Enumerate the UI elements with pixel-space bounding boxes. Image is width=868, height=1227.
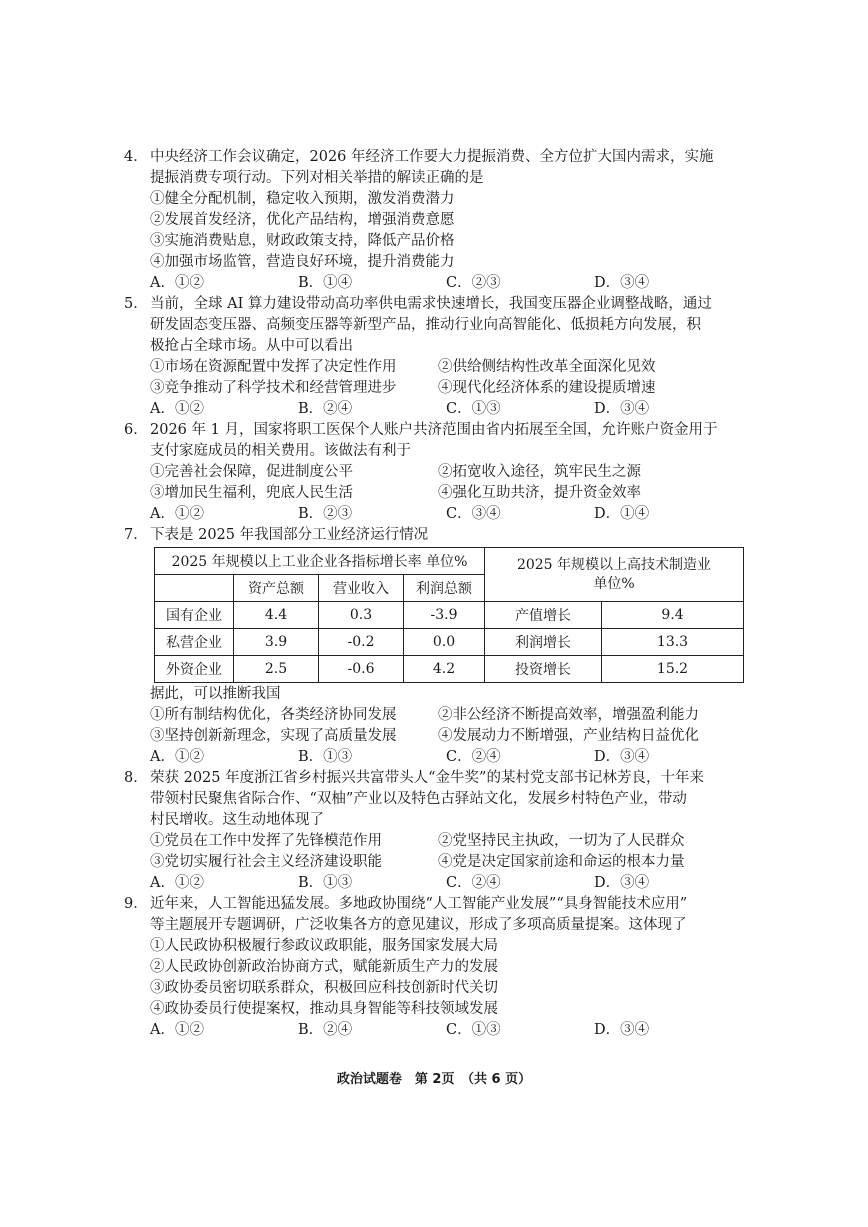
table-cell: 2.5 (234, 656, 319, 683)
row-header: 国有企业 (155, 602, 234, 629)
choice-c: C．②④ (446, 749, 501, 765)
statement-1: ①所有制结构优化，各类经济协同发展 (150, 707, 397, 723)
question-stem: 提振消费专项行动。下列对相关举措的解读正确的是 (150, 170, 484, 186)
question-number: 6． (124, 422, 148, 438)
choice-c: C．①③ (446, 401, 501, 417)
choice-d: D．③④ (594, 875, 650, 891)
answer-choices (124, 504, 744, 525)
question-stem: 近年来，人工智能迅猛发展。多地政协围绕“人工智能产业发展”“具身智能技术应用” (150, 896, 688, 912)
statement-3: ③实施消费贴息，财政政策支持，降低产品价格 (150, 233, 455, 249)
statement-4: ④党是决定国家前途和命运的根本力量 (438, 854, 685, 870)
table-right-title-line: 2025 年规模以上高技术制造业 (516, 556, 712, 573)
statement-row (124, 483, 744, 504)
row-header: 利润增长 (485, 629, 602, 656)
statement-1: ①人民政协积极履行参政议政职能，服务国家发展大局 (150, 938, 498, 954)
statement-4: ④强化互助共济，提升资金效率 (438, 485, 641, 501)
choice-b: B．①③ (298, 749, 353, 765)
table-right-title (485, 548, 744, 602)
question-7 (124, 525, 744, 768)
table-left-title: 2025 年规模以上工业企业各指标增长率 单位% (155, 548, 485, 575)
question-6 (124, 420, 744, 525)
column-header: 资产总额 (234, 575, 319, 602)
choice-a: A．①② (150, 401, 204, 417)
question-number: 9． (124, 896, 148, 912)
choice-c: C．②④ (446, 875, 501, 891)
choice-a: A．①② (150, 875, 204, 891)
choice-b: B．②④ (298, 401, 353, 417)
table-cell: 3.9 (234, 629, 319, 656)
question-number: 7． (124, 527, 148, 543)
page-footer: 政治试题卷 第 2页 （共 6 页） (336, 1072, 532, 1087)
statement-4: ④现代化经济体系的建设提质增速 (438, 380, 656, 396)
statement-row (124, 357, 744, 378)
table-cell: 0.0 (404, 629, 485, 656)
question-stem: 极抢占全球市场。从中可以看出 (150, 338, 353, 354)
choice-a: A．①② (150, 1022, 204, 1038)
table-cell: 9.4 (602, 602, 744, 629)
questions-area (124, 147, 744, 1041)
choice-d: D．①④ (594, 506, 650, 522)
table-cell: 4.4 (234, 602, 319, 629)
question-stem: 下表是 2025 年我国部分工业经济运行情况 (150, 527, 429, 543)
question-number: 4． (124, 149, 148, 165)
column-header: 营业收入 (319, 575, 404, 602)
industry-data-table (154, 547, 744, 683)
question-stem: 带领村民聚焦省际合作、“双柚”产业以及特色古驿站文化，发展乡村特色产业，带动 (150, 791, 687, 807)
statement-3: ③政协委员密切联系群众，积极回应科技创新时代关切 (150, 980, 498, 996)
answer-choices (124, 273, 744, 294)
table-corner-cell (155, 575, 234, 602)
table-cell: 0.3 (319, 602, 404, 629)
statement-1: ①市场在资源配置中发挥了决定性作用 (150, 359, 397, 375)
answer-choices (124, 1020, 744, 1041)
question-stem: 2026 年 1 月，国家将职工医保个人账户共济范围由省内拓展至全国，允许账户资金用于 (150, 422, 718, 438)
statement-row (124, 852, 744, 873)
question-stem: 等主题展开专题调研，广泛收集各方的意见建议，形成了多项高质量提案。这体现了 (150, 917, 687, 933)
statement-4: ④发展动力不断增强，产业结构日益优化 (438, 728, 699, 744)
choice-c: C．③④ (446, 506, 501, 522)
table-row (155, 656, 744, 683)
statement-3: ③竞争推动了科学技术和经营管理进步 (150, 380, 397, 396)
question-stem: 村民增收。这生动地体现了 (150, 812, 324, 828)
row-header: 产值增长 (485, 602, 602, 629)
statement-row (124, 378, 744, 399)
statement-1: ①完善社会保障，促进制度公平 (150, 464, 353, 480)
statement-2: ②党坚持民主执政，一切为了人民群众 (438, 833, 685, 849)
statement-3: ③党切实履行社会主义经济建设职能 (150, 854, 382, 870)
answer-choices (124, 873, 744, 894)
row-header: 私营企业 (155, 629, 234, 656)
choice-c: C．②③ (446, 275, 501, 291)
statement-2: ②非公经济不断提高效率，增强盈利能力 (438, 707, 699, 723)
question-stem: 荣获 2025 年度浙江省乡村振兴共富带头人“金牛奖”的某村党支部书记林芳良，十年来 (150, 770, 704, 786)
question-stem: 支付家庭成员的相关费用。该做法有利于 (150, 443, 411, 459)
statement-row (124, 705, 744, 726)
choice-d: D．③④ (594, 401, 650, 417)
table-cell: -0.6 (319, 656, 404, 683)
question-4 (124, 147, 744, 294)
question-number: 5． (124, 296, 148, 312)
choice-d: D．③④ (594, 1022, 650, 1038)
table-row (155, 602, 744, 629)
column-header: 利润总额 (404, 575, 485, 602)
question-stem: 据此，可以推断我国 (150, 686, 281, 702)
question-9 (124, 894, 744, 1041)
table-cell: 4.2 (404, 656, 485, 683)
statement-2: ②发展首发经济，优化产品结构，增强消费意愿 (150, 212, 455, 228)
choice-a: A．①② (150, 506, 204, 522)
table-cell: -0.2 (319, 629, 404, 656)
choice-b: B．②④ (298, 1022, 353, 1038)
table-cell: -3.9 (404, 602, 485, 629)
statement-2: ②供给侧结构性改革全面深化见效 (438, 359, 656, 375)
choice-a: A．①② (150, 749, 204, 765)
choice-a: A．①② (150, 275, 204, 291)
statement-1: ①党员在工作中发挥了先锋模范作用 (150, 833, 382, 849)
question-stem: 中央经济工作会议确定，2026 年经济工作要大力提振消费、全方位扩大国内需求，实施 (150, 149, 714, 165)
table-right-title-unit: 单位% (593, 575, 635, 592)
choice-c: C．①③ (446, 1022, 501, 1038)
statement-row (124, 462, 744, 483)
table-cell: 13.3 (602, 629, 744, 656)
row-header: 投资增长 (485, 656, 602, 683)
statement-2: ②人民政协创新政治协商方式，赋能新质生产力的发展 (150, 959, 498, 975)
question-5 (124, 294, 744, 420)
table-cell: 15.2 (602, 656, 744, 683)
statement-3: ③增加民生福利，兜底人民生活 (150, 485, 353, 501)
choice-d: D．③④ (594, 275, 650, 291)
answer-choices (124, 399, 744, 420)
choice-b: B．②③ (298, 506, 353, 522)
question-number: 8． (124, 770, 148, 786)
question-8 (124, 768, 744, 894)
choice-b: B．①③ (298, 875, 353, 891)
choice-b: B．①④ (298, 275, 353, 291)
statement-2: ②拓宽收入途径，筑牢民生之源 (438, 464, 641, 480)
statement-row (124, 726, 744, 747)
choice-d: D．③④ (594, 749, 650, 765)
statement-3: ③坚持创新新理念，实现了高质量发展 (150, 728, 397, 744)
table-row (155, 629, 744, 656)
question-stem: 研发固态变压器、高频变压器等新型产品，推动行业向高智能化、低损耗方向发展，积 (150, 317, 701, 333)
question-stem: 当前，全球 AI 算力建设带动高功率供电需求快速增长，我国变压器企业调整战略，通过 (150, 296, 712, 312)
statement-row (124, 831, 744, 852)
statement-4: ④加强市场监管，营造良好环境，提升消费能力 (150, 254, 455, 270)
statement-1: ①健全分配机制，稳定收入预期，激发消费潜力 (150, 191, 455, 207)
statement-4: ④政协委员行使提案权，推动具身智能等科技领域发展 (150, 1001, 498, 1017)
answer-choices (124, 747, 744, 768)
row-header: 外资企业 (155, 656, 234, 683)
